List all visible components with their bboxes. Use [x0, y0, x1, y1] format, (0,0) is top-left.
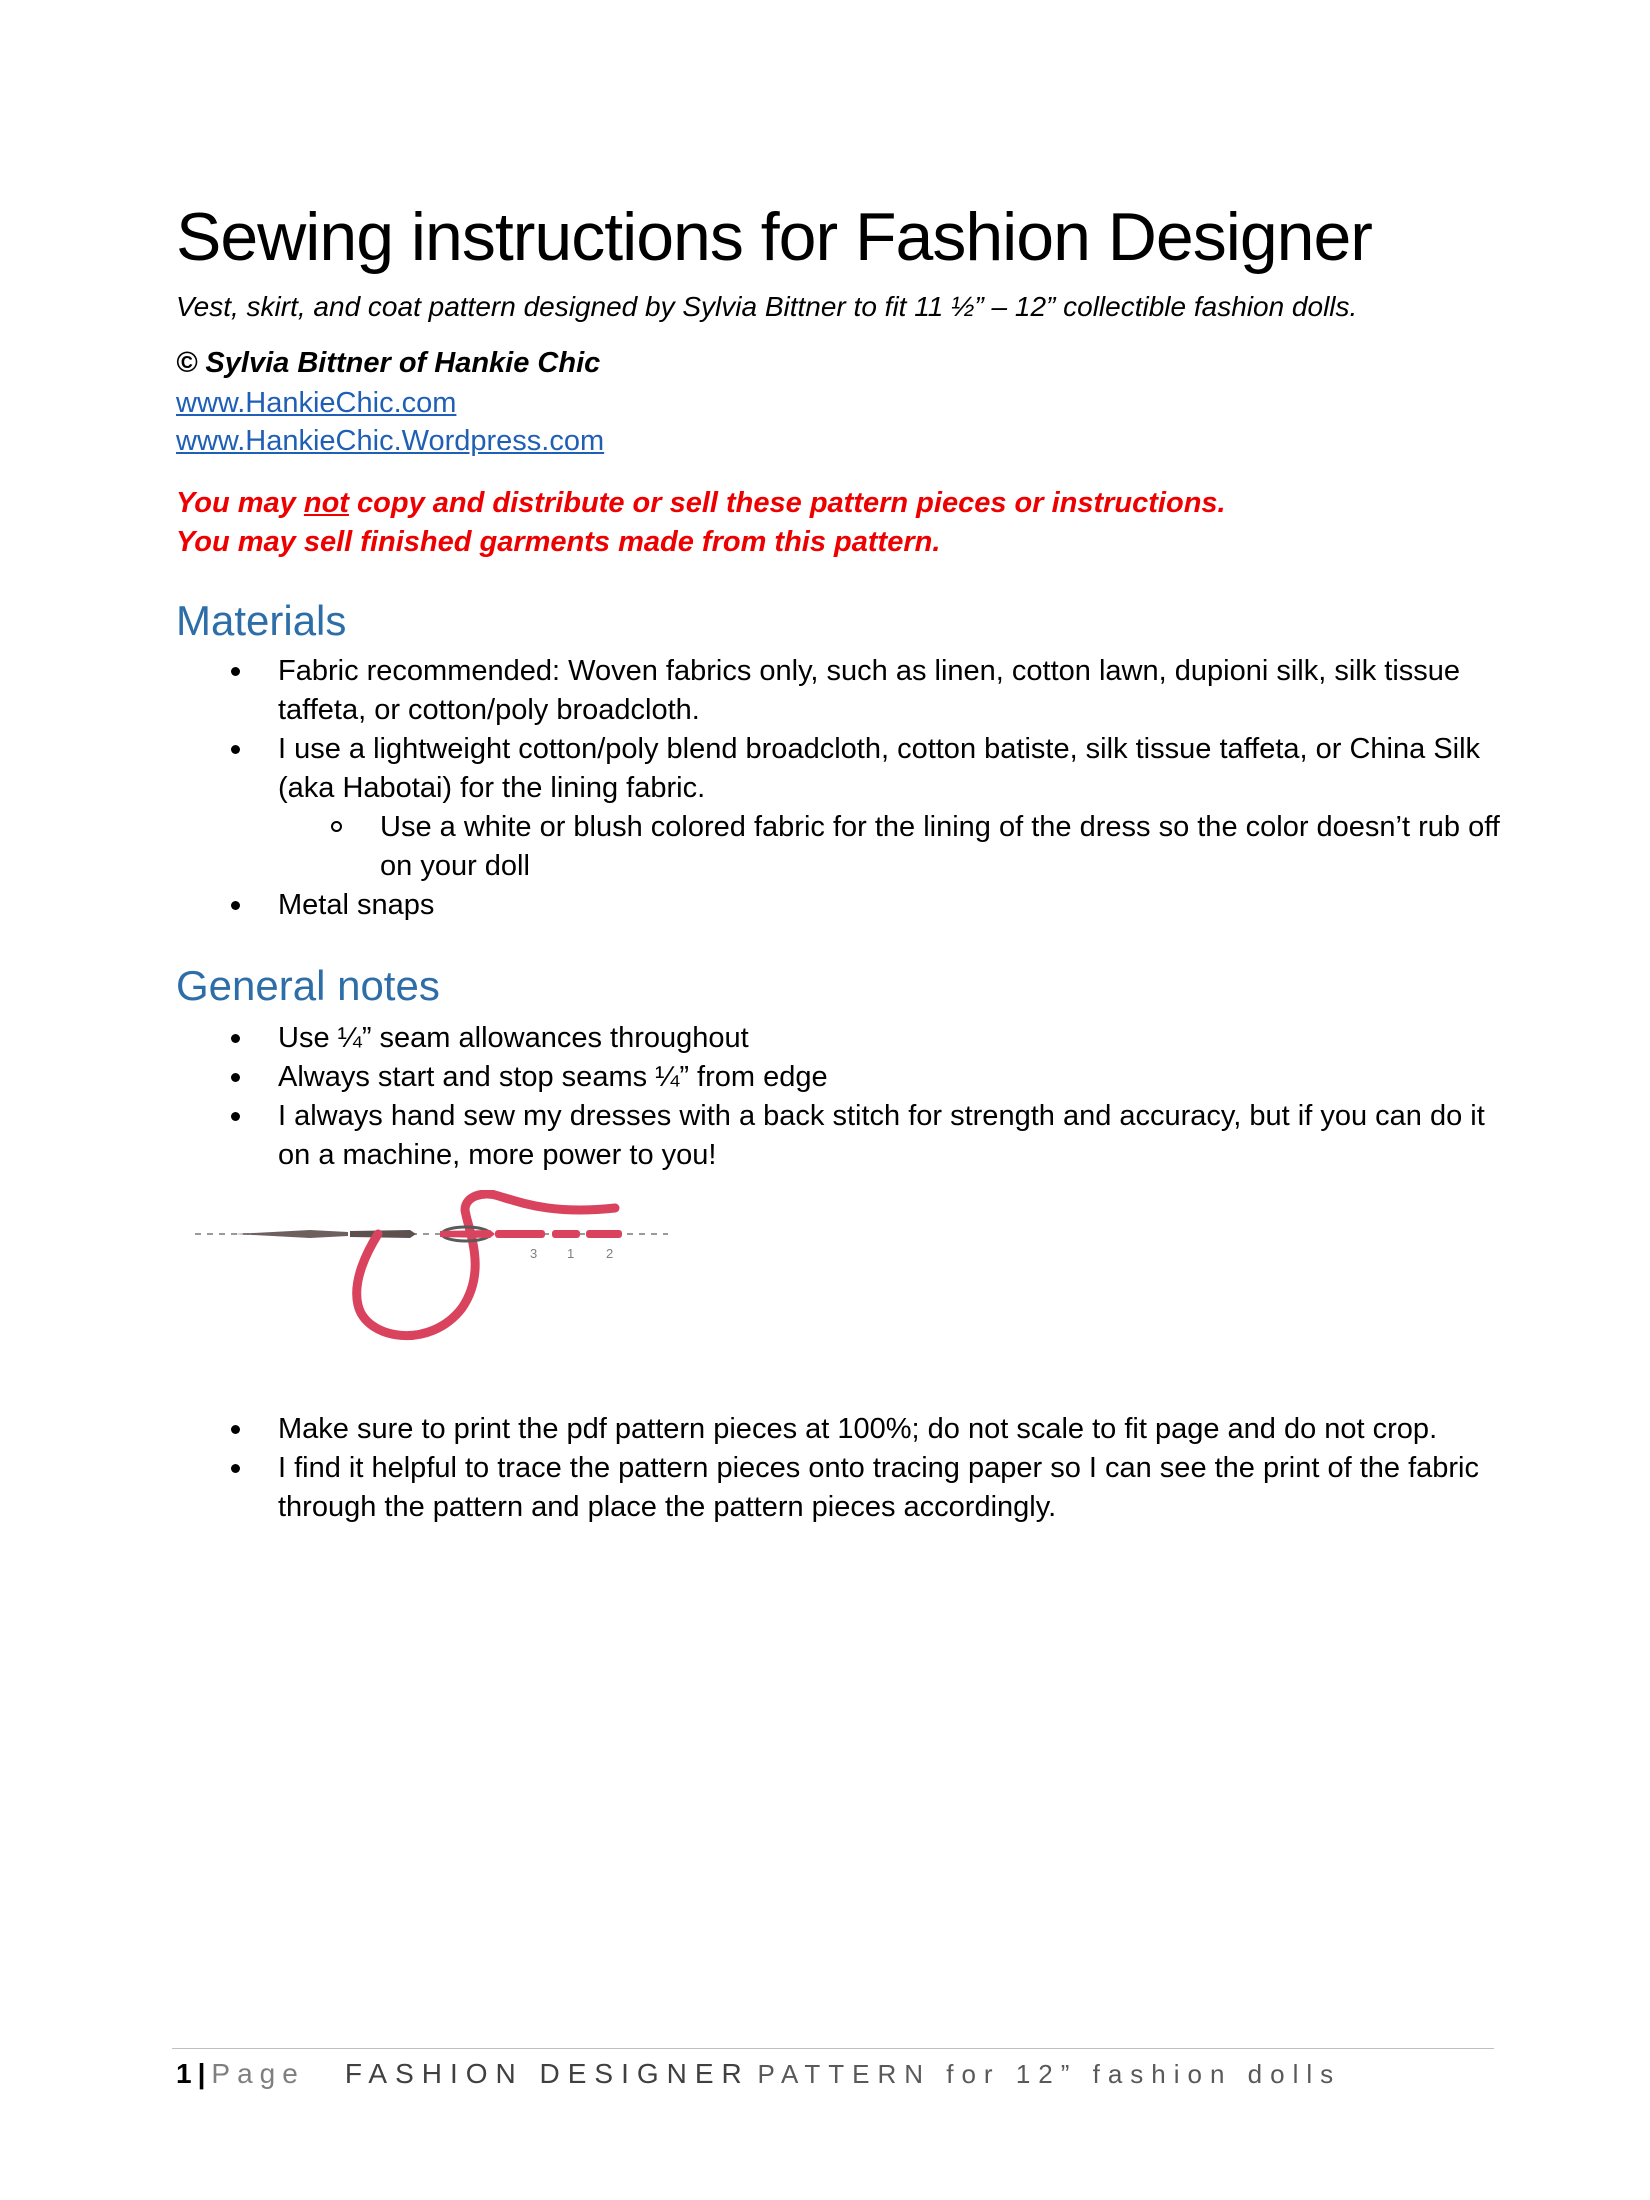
list-item	[0, 1058, 1650, 1097]
stitch-1-icon	[552, 1230, 580, 1238]
list-item-text: Metal snaps	[278, 889, 435, 921]
warning-text-start: You may	[176, 487, 304, 519]
back-stitch-needle-illustration	[190, 1190, 670, 1360]
needle-tip-icon	[235, 1230, 348, 1238]
list-item-text: I find it helpful to trace the pattern pieces onto tracing paper so I can see the print of the fabric through the pattern and place the pattern pieces accordingly.	[278, 1452, 1479, 1523]
page-label: Page	[211, 2058, 305, 2089]
stitch-2-icon	[586, 1230, 622, 1238]
website-link[interactable]: www.HankieChic.com	[176, 387, 457, 419]
bullet-icon	[231, 1034, 240, 1043]
blog-link[interactable]: www.HankieChic.Wordpress.com	[176, 425, 605, 457]
sub-list	[0, 808, 1650, 886]
stitch-label: 1	[567, 1246, 575, 1261]
bullet-icon	[231, 1073, 240, 1082]
list-item	[0, 1019, 1650, 1058]
bullet-icon	[231, 1112, 240, 1121]
list-item-text: Always start and stop seams ¼” from edge	[278, 1061, 828, 1093]
copyright-warning-line-1	[176, 487, 1226, 520]
sub-list-item	[0, 808, 1650, 886]
warning-emphasis: not	[303, 487, 349, 519]
stitch-label: 3	[530, 1246, 538, 1261]
list-item	[0, 730, 1650, 886]
thread-stitch-icon	[440, 1230, 495, 1238]
bullet-icon	[231, 1464, 240, 1473]
list-item-text: Fabric recommended: Woven fabrics only, such as linen, cotton lawn, dupioni silk, silk tissue taffeta, or cotton/poly broadcloth.	[278, 655, 1461, 726]
list-item-text: I use a lightweight cotton/poly blend broadcloth, cotton batiste, silk tissue taffeta, or China Silk (aka Habotai) for the lining fabric.	[278, 733, 1481, 804]
stitch-label: 2	[606, 1246, 614, 1261]
page-title: Sewing instructions for Fashion Designer	[176, 199, 1372, 275]
footer-separator: |	[197, 2058, 206, 2089]
general-notes-list	[0, 1019, 1650, 1175]
list-item	[0, 652, 1650, 730]
bullet-icon	[231, 745, 240, 754]
materials-list	[0, 652, 1650, 925]
general-notes-heading: General notes	[176, 962, 440, 1009]
list-item	[0, 886, 1650, 925]
list-item	[0, 1410, 1650, 1449]
copyright-line: © Sylvia Bittner of Hankie Chic	[176, 347, 601, 379]
footer-divider	[172, 2048, 1494, 2049]
bullet-icon	[231, 1425, 240, 1434]
page-subtitle: Vest, skirt, and coat pattern designed by Sylvia Bittner to fit 11 ½” – 12” collectible fashion dolls.	[176, 291, 1358, 322]
sub-list-item-text: Use a white or blush colored fabric for the lining of the dress so the color doesn’t rub off on your doll	[380, 811, 1500, 882]
footer-document-subtitle: PATTERN for 12” fashion dolls	[757, 2059, 1342, 2089]
list-item-text: I always hand sew my dresses with a back stitch for strength and accuracy, but if you can do it on a machine, more power to you!	[278, 1100, 1485, 1171]
circle-bullet-icon	[331, 821, 342, 832]
general-notes-list-continued	[0, 1410, 1650, 1527]
page-footer	[176, 2058, 1341, 2090]
bullet-icon	[231, 667, 240, 676]
copyright-warning-line-2: You may sell finished garments made from this pattern.	[176, 526, 941, 558]
list-item	[0, 1097, 1650, 1175]
footer-document-name: FASHION DESIGNER	[344, 2058, 750, 2089]
list-item-text: Make sure to print the pdf pattern pieces at 100%; do not scale to fit page and do not crop.	[278, 1413, 1438, 1445]
thread-loop-icon	[357, 1194, 615, 1336]
page-number: 1	[176, 2058, 192, 2089]
warning-text-end: copy and distribute or sell these pattern pieces or instructions.	[348, 487, 1226, 519]
list-item-text: Use ¼” seam allowances throughout	[278, 1022, 749, 1054]
needle-shaft-icon	[350, 1230, 416, 1238]
bullet-icon	[231, 901, 240, 910]
list-item	[0, 1449, 1650, 1527]
stitch-3-icon	[495, 1230, 545, 1238]
materials-heading: Materials	[176, 597, 347, 644]
